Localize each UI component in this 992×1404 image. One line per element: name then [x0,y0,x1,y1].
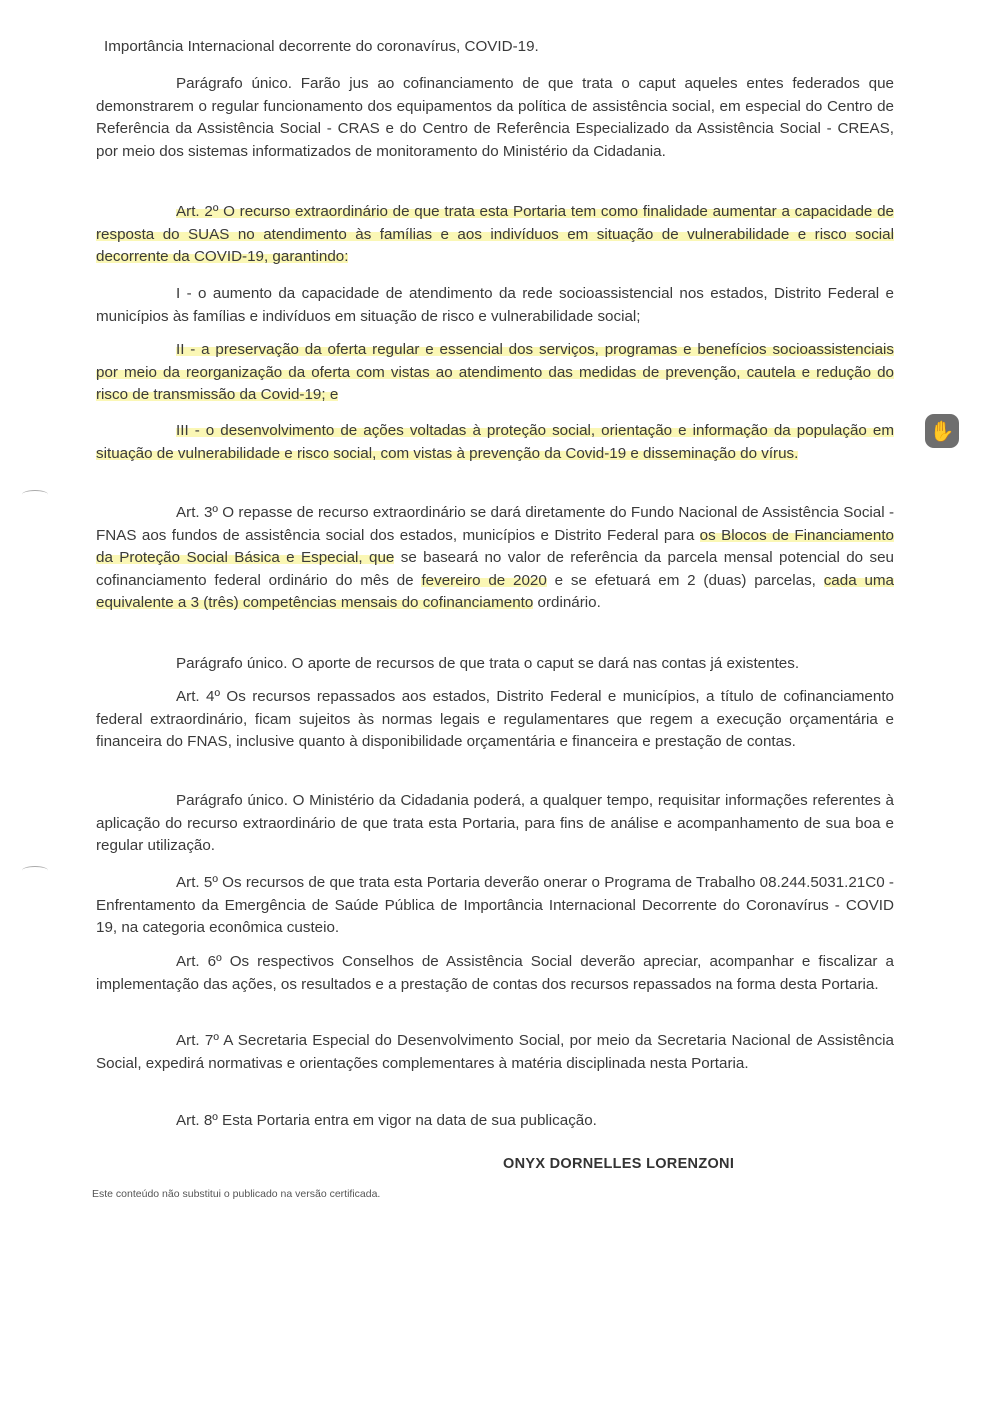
disclaimer: Este conteúdo não substitui o publicado na versão certificada. [92,1188,381,1200]
art4-paragrafo-unico-text: Parágrafo único. O Ministério da Cidadania poderá, a qualquer tempo, requisitar informações referentes à aplicação do recurso extraordinário de que trata esta Portaria, para fins de análise e acompanhamento de sua boa e regular utilização. [96,792,894,854]
art6-text: Art. 6º Os respectivos Conselhos de Assistência Social deverão apreciar, acompanhar e fiscalizar a implementação das ações, os resultados e a prestação de contas dos recursos repassados na forma desta Portaria. [96,953,894,993]
art2-item2 [96,339,894,407]
art7-text: Art. 7º A Secretaria Especial do Desenvolvimento Social, por meio da Secretaria Nacional de Assistência Social, expedirá normativas e orientações complementares à matéria disciplinada nesta Portaria. [96,1032,894,1072]
art2-item3-highlighted-text: III - o desenvolvimento de ações voltadas à proteção social, orientação e informação da população em situação de vulnerabilidade e risco social, com vistas à prevenção da Covid-19 e disseminação do vírus. [96,422,894,462]
art3-part2: se baseará no valor de referência da parcela mensal potencial do seu cofinanciamento federal ordinário do mês de [96,549,894,589]
art5 [96,872,894,940]
punch-mark-bottom [22,866,48,875]
art2-text [96,201,894,269]
art6 [96,951,894,996]
art4-paragrafo-unico [96,790,894,858]
art2-item2-text [96,339,894,407]
art4-text: Art. 4º Os recursos repassados aos estados, Distrito Federal e municípios, a título de cofinanciamento federal extraordinário, ficam sujeitos às normas legais e regulamentares que regem a execução orçamentária e financeira do FNAS, inclusive quanto à disponibilidade orçamentária e financeira e prestação de contas. [96,688,894,750]
art3-part3: e se efetuará em 2 (duas) parcelas, [546,571,824,589]
intro-paragrafo-unico [96,73,894,163]
art8 [96,1110,894,1133]
intro-line [96,36,894,59]
art3-highlight-fevereiro: fevereiro de 2020 [421,571,547,589]
art8-text: Art. 8º Esta Portaria entra em vigor na data de sua publicação. [176,1112,597,1129]
art3-text [96,502,894,615]
art7 [96,1030,894,1075]
art4 [96,686,894,754]
intro-line-text: Importância Internacional decorrente do coronavírus, COVID-19. [104,38,539,55]
art3-part1: Art. 3º O repasse de recurso extraordinário se dará diretamente do Fundo Nacional de Assistência Social - FNAS aos fundos de assistência social dos estados, municípios e Distrito Federal para [96,504,894,544]
signature: ONYX DORNELLES LORENZONI [503,1156,735,1172]
art2 [96,201,894,269]
art3-paragrafo-unico-text: Parágrafo único. O aporte de recursos de que trata o caput se dará nas contas já existentes. [176,655,800,672]
punch-mark-top [22,490,48,499]
art2-item1-text: I - o aumento da capacidade de atendimento da rede socioassistencial nos estados, Distrito Federal e municípios às famílias e indivíduos em situação de risco e vulnerabilidade social; [96,285,894,325]
intro-paragrafo-unico-text: Parágrafo único. Farão jus ao cofinanciamento de que trata o caput aqueles entes federados que demonstrarem o regular funcionamento dos equipamentos da política de assistência social, em especial do Centro de Referência da Assistência Social - CRAS e do Centro de Referência Especializado da Assistência Social - CREAS, por meio dos sistemas informatizados de monitoramento do Ministério da Cidadania. [96,75,894,160]
art5-text: Art. 5º Os recursos de que trata esta Portaria deverão onerar o Programa de Trabalho 08.244.5031.21C0 - Enfrentamento da Emergência de Saúde Pública de Importância Internacional Decorrente do Coronavírus - COVID 19, na categoria econômica custeio. [96,874,894,936]
art2-highlighted-text: Art. 2º O recurso extraordinário de que trata esta Portaria tem como finalidade aumentar a capacidade de resposta do SUAS no atendimento às famílias e aos indivíduos em situação de vulnerabilidade e risco social decorrente da COVID-19, garantindo: [96,203,894,265]
art3-highlight-parcelas: cada uma equivalente a 3 (três) competências mensais do cofinanciamento [96,571,894,611]
hand-icon[interactable]: ✋ [925,414,959,448]
art3-highlight-blocos: os Blocos de Financiamento da Proteção Social Básica e Especial, que [96,526,894,566]
art2-item2-highlighted-text: II - a preservação da oferta regular e essencial dos serviços, programas e benefícios socioassistenciais por meio da reorganização da oferta com vistas ao atendimento das medidas de prevenção, cautela e redução do risco de transmissão da Covid-19; e [96,341,894,403]
art2-item3 [96,420,894,465]
art2-item3-text [96,420,894,465]
art3-part4: ordinário. [533,594,601,611]
art2-item1 [96,283,894,328]
art3 [96,502,894,615]
art3-paragrafo-unico [96,653,894,676]
